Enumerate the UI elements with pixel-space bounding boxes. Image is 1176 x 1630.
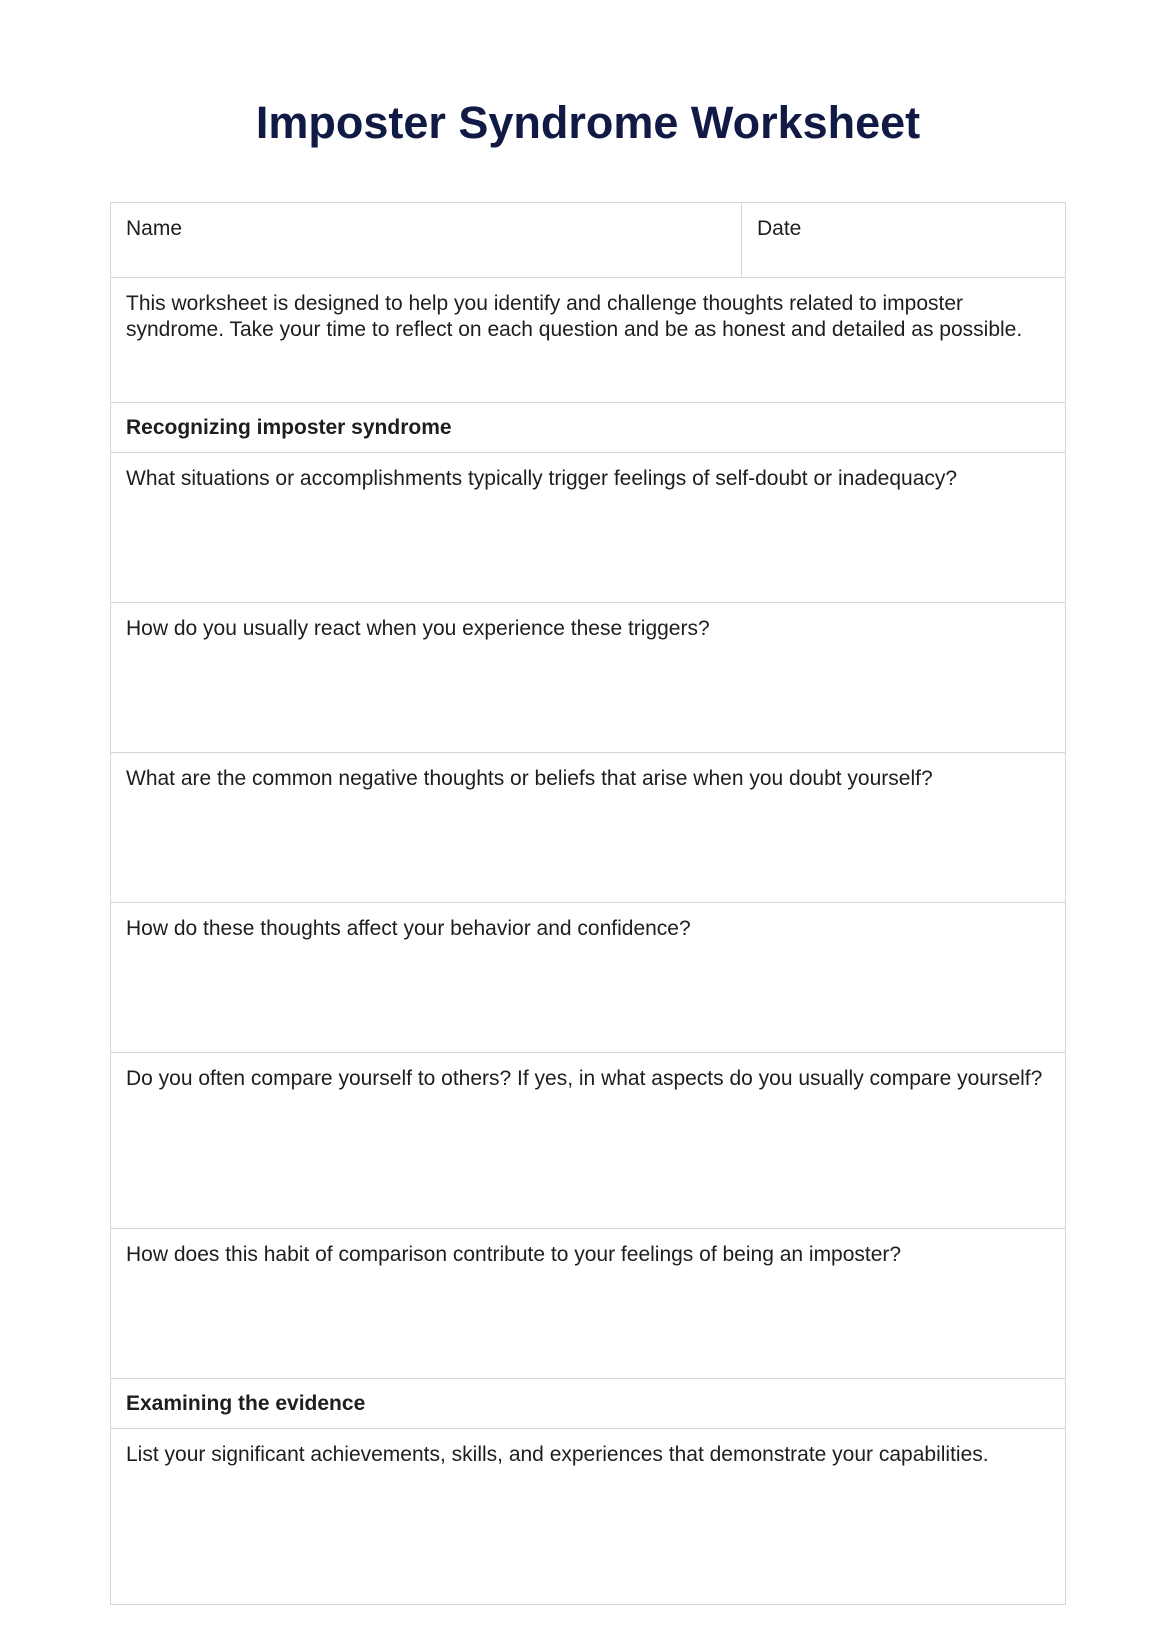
question-text: What are the common negative thoughts or beliefs that arise when you doubt yourself? <box>126 767 933 790</box>
question-answer-box[interactable] <box>111 1229 1065 1379</box>
question-text: How do these thoughts affect your behavior and confidence? <box>126 917 691 940</box>
question-answer-box[interactable] <box>111 453 1065 603</box>
name-field[interactable] <box>111 203 742 277</box>
intro-row <box>111 278 1065 403</box>
worksheet-table <box>110 202 1066 1605</box>
question-answer-box[interactable] <box>111 603 1065 753</box>
question-text: How does this habit of comparison contribute to your feelings of being an imposter? <box>126 1243 902 1266</box>
question-text: Do you often compare yourself to others? If yes, in what aspects do you usually compare yourself? <box>126 1067 1043 1090</box>
name-label: Name <box>126 217 183 240</box>
date-label: Date <box>757 217 802 240</box>
question-text: List your significant achievements, skills, and experiences that demonstrate your capabilities. <box>126 1443 989 1466</box>
name-date-row <box>111 203 1065 278</box>
section-heading-recognizing <box>111 403 1065 453</box>
question-answer-box[interactable] <box>111 1053 1065 1229</box>
question-text: How do you usually react when you experience these triggers? <box>126 617 710 640</box>
question-answer-box[interactable] <box>111 753 1065 903</box>
section-heading-examining <box>111 1379 1065 1429</box>
intro-text: This worksheet is designed to help you identify and challenge thoughts related to imposter syndrome. Take your time to reflect on each question and be as honest and detailed as possible. <box>126 292 1023 341</box>
page-title: Imposter Syndrome Worksheet <box>255 97 921 148</box>
section-heading: Recognizing imposter syndrome <box>126 416 452 439</box>
question-answer-box[interactable] <box>111 1429 1065 1604</box>
date-field[interactable] <box>742 203 1065 277</box>
question-text: What situations or accomplishments typically trigger feelings of self-doubt or inadequacy? <box>126 467 958 490</box>
section-heading: Examining the evidence <box>126 1392 366 1415</box>
question-answer-box[interactable] <box>111 903 1065 1053</box>
